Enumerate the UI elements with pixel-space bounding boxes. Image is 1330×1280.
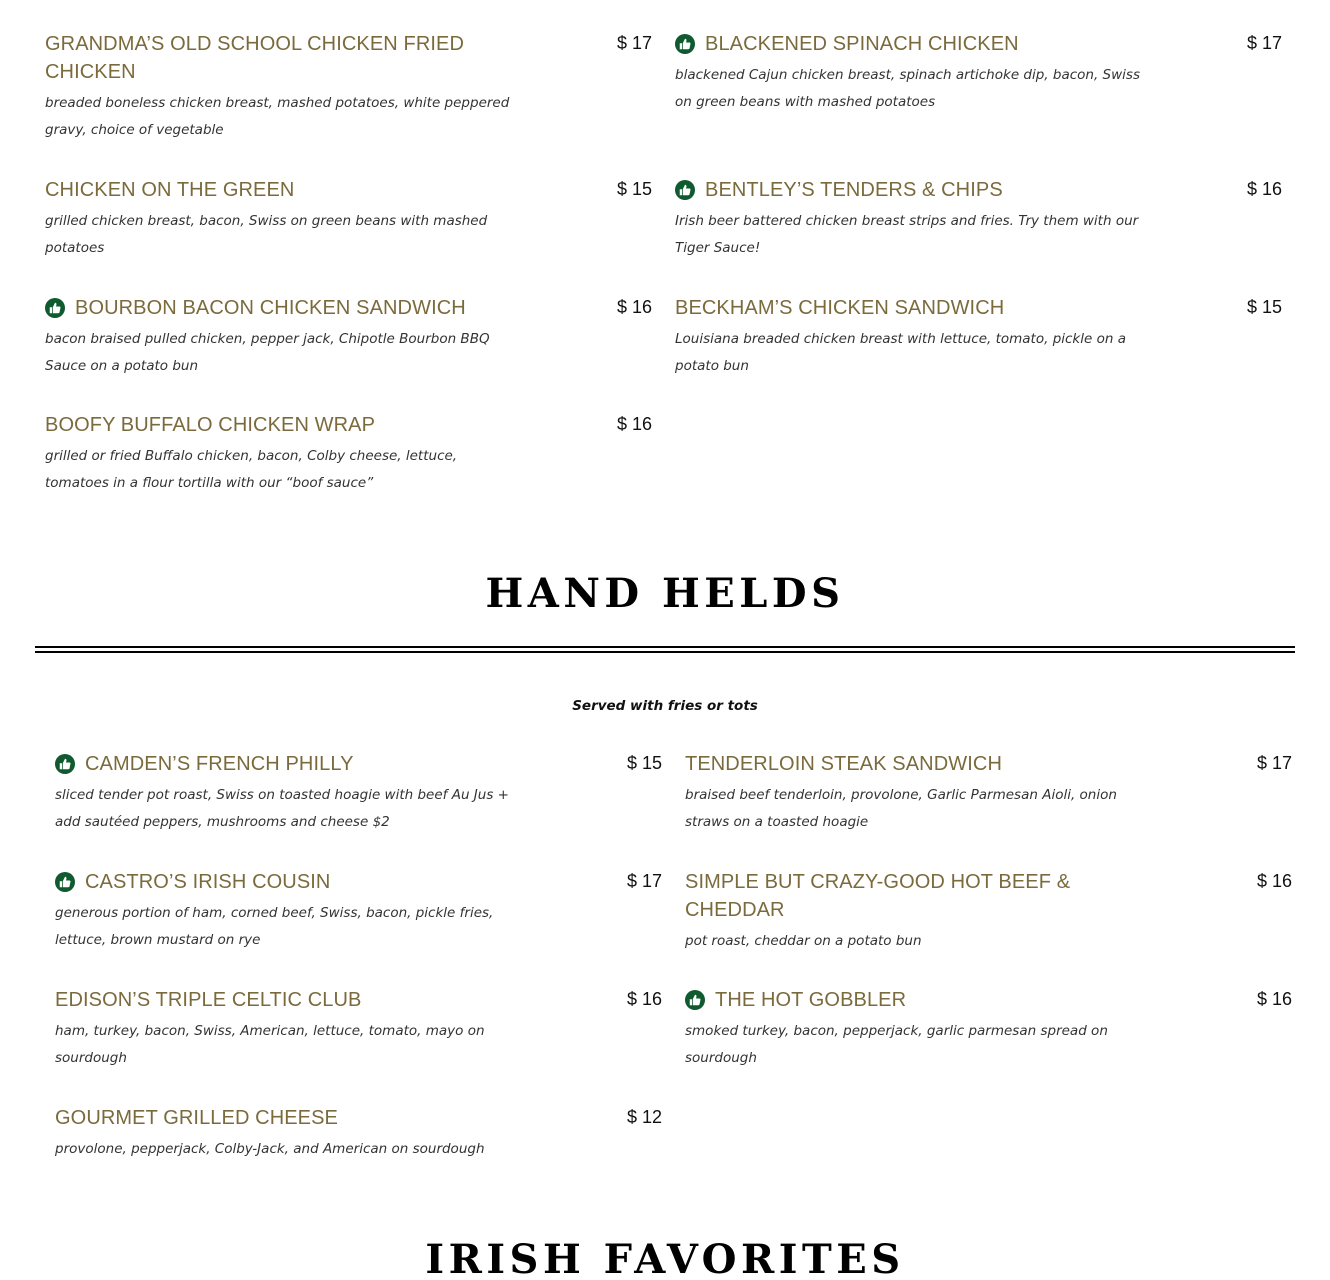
item-description: breaded boneless chicken breast, mashed potatoes, white peppered gravy, choice of vegetable [45, 95, 510, 138]
item-price: $ 15 [1246, 297, 1282, 317]
thumbs-up-icon [675, 34, 695, 54]
menu-item [675, 294, 1282, 411]
item-name: BOURBON BACON CHICKEN SANDWICH [75, 297, 466, 319]
chicken-column-left [45, 30, 652, 528]
thumbs-up-icon [45, 298, 65, 318]
item-price: $ 16 [1246, 179, 1282, 199]
item-name: EDISON’S TRIPLE CELTIC CLUB [55, 989, 362, 1011]
item-description: smoked turkey, bacon, pepperjack, garlic parmesan spread on sourdough [685, 1023, 1108, 1066]
item-price: $ 16 [616, 414, 652, 434]
item-name: TENDERLOIN STEAK SANDWICH [685, 753, 1002, 775]
item-name: CASTRO’S IRISH COUSIN [85, 871, 331, 893]
item-price: $ 16 [1256, 871, 1292, 891]
item-description: sliced tender pot roast, Swiss on toasted hoagie with beef Au Jus + add sautéed peppers, mushrooms and cheese $2 [55, 787, 509, 830]
item-price: $ 15 [616, 179, 652, 199]
item-name: SIMPLE BUT CRAZY-GOOD HOT BEEF & CHEDDAR [685, 871, 1071, 921]
item-description: ham, turkey, bacon, Swiss, American, lettuce, tomato, mayo on sourdough [55, 1023, 485, 1066]
menu-item [55, 750, 662, 868]
section-title-irish-favorites: IRISH FAVORITES [425, 1236, 905, 1280]
menu-item [685, 868, 1292, 986]
item-name-row [45, 294, 466, 322]
item-price: $ 17 [616, 33, 652, 53]
item-name: THE HOT GOBBLER [715, 989, 907, 1011]
item-description: pot roast, cheddar on a potato bun [685, 933, 922, 949]
item-price: $ 12 [626, 1107, 662, 1127]
item-name: BENTLEY’S TENDERS & CHIPS [705, 179, 1003, 201]
item-description: provolone, pepperjack, Colby-Jack, and American on sourdough [55, 1141, 485, 1157]
hand-helds-column-left [55, 750, 662, 1194]
item-name-row [55, 868, 330, 896]
item-description: blackened Cajun chicken breast, spinach artichoke dip, bacon, Swiss on green beans with mashed potatoes [675, 67, 1140, 110]
menu-item [675, 176, 1282, 294]
menu-item [55, 868, 662, 986]
item-description: generous portion of ham, corned beef, Swiss, bacon, pickle fries, lettuce, brown mustard on rye [55, 905, 494, 948]
item-name-row [675, 30, 1019, 58]
thumbs-up-icon [675, 180, 695, 200]
section-note: Served with fries or tots [572, 698, 758, 714]
menu-item [45, 176, 652, 294]
item-name-row [685, 986, 906, 1014]
section-title-hand-helds: HAND HELDS [485, 570, 845, 617]
item-price: $ 16 [626, 989, 662, 1009]
menu-item [55, 1104, 662, 1194]
item-name: GRANDMA’S OLD SCHOOL CHICKEN FRIED CHICKEN [45, 33, 465, 83]
divider-line [35, 651, 1295, 653]
menu-item [685, 986, 1292, 1104]
item-description: grilled or fried Buffalo chicken, bacon, Colby cheese, lettuce, tomatoes in a flour tortilla with our “boof sauce” [45, 448, 458, 491]
thumbs-up-icon [55, 872, 75, 892]
item-name: GOURMET GRILLED CHEESE [55, 1107, 339, 1129]
item-description: bacon braised pulled chicken, pepper jack, Chipotle Bourbon BBQ Sauce on a potato bun [45, 331, 490, 374]
item-price: $ 17 [1246, 33, 1282, 53]
item-name: BLACKENED SPINACH CHICKEN [705, 33, 1019, 55]
item-name: BECKHAM’S CHICKEN SANDWICH [675, 297, 1005, 319]
menu-item [45, 30, 652, 176]
divider-line [35, 646, 1295, 648]
menu-item [45, 294, 652, 411]
item-price: $ 15 [626, 753, 662, 773]
item-description: Irish beer battered chicken breast strips and fries. Try them with our Tiger Sauce! [675, 213, 1139, 256]
item-name-row [55, 750, 354, 778]
hand-helds-menu-grid [55, 750, 1292, 1194]
item-name: CHICKEN ON THE GREEN [45, 179, 295, 201]
item-price: $ 16 [616, 297, 652, 317]
chicken-column-right [675, 30, 1282, 528]
item-name: CAMDEN’S FRENCH PHILLY [85, 753, 354, 775]
item-price: $ 17 [626, 871, 662, 891]
menu-item [55, 986, 662, 1104]
item-price: $ 17 [1256, 753, 1292, 773]
chicken-menu-grid [45, 30, 1282, 528]
thumbs-up-icon [55, 754, 75, 774]
thumbs-up-icon [685, 990, 705, 1010]
item-description: braised beef tenderloin, provolone, Garlic Parmesan Aioli, onion straws on a toasted hoagie [685, 787, 1117, 830]
hand-helds-column-right [685, 750, 1292, 1194]
item-name-row [675, 176, 1003, 204]
item-name: BOOFY BUFFALO CHICKEN WRAP [45, 414, 376, 436]
menu-item [45, 411, 652, 528]
menu-item [685, 750, 1292, 868]
item-price: $ 16 [1256, 989, 1292, 1009]
item-description: grilled chicken breast, bacon, Swiss on green beans with mashed potatoes [45, 213, 488, 256]
item-description: Louisiana breaded chicken breast with lettuce, tomato, pickle on a potato bun [675, 331, 1126, 374]
menu-item [675, 30, 1282, 176]
